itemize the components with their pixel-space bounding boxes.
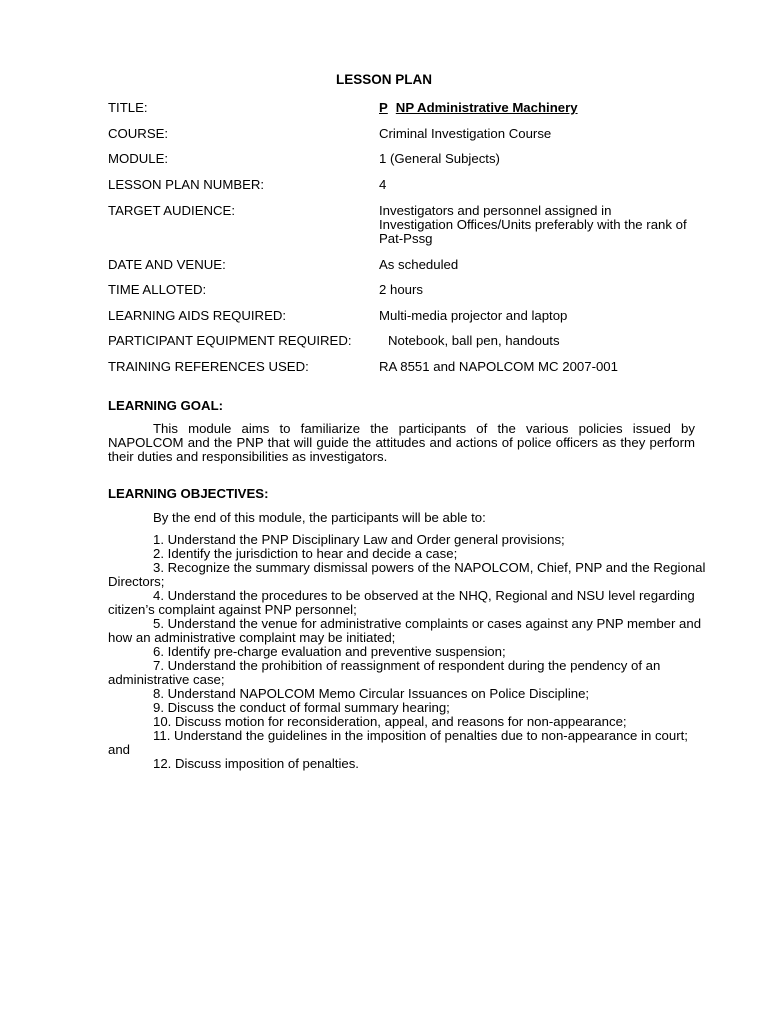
- list-item: [108, 533, 708, 547]
- field-value: [379, 101, 699, 115]
- learning-goal-body: This module aims to familiarize the participants of the various policies issued by NAPOLCOM and the PNP that will guide the attitudes and actions of police officers as they perform their duties and responsibilities as investigators.: [108, 421, 695, 464]
- list-item: [108, 715, 708, 729]
- field-value: RA 8551 and NAPOLCOM MC 2007-001: [379, 359, 618, 374]
- field-label: LEARNING AIDS REQUIRED:: [108, 308, 287, 323]
- field-label: TIME ALLOTED:: [108, 282, 207, 297]
- learning-objectives-heading: LEARNING OBJECTIVES:: [108, 486, 269, 501]
- field-label: TRAINING REFERENCES USED:: [108, 359, 309, 374]
- list-item: [108, 659, 708, 687]
- field-label: PARTICIPANT EQUIPMENT REQUIRED:: [108, 333, 352, 348]
- title-prefix: P: [379, 100, 388, 115]
- field-label: COURSE:: [108, 126, 169, 141]
- objective-text: 5. Understand the venue for administrative complaints or cases against any PNP member and how an administrative complaint may be initiated;: [108, 616, 702, 645]
- learning-objectives-intro: By the end of this module, the participants will be able to:: [153, 510, 486, 525]
- field-label: TARGET AUDIENCE:: [108, 203, 236, 218]
- field-label: MODULE:: [108, 151, 169, 166]
- page-title: LESSON PLAN: [335, 72, 432, 87]
- field-label: DATE AND VENUE:: [108, 257, 226, 272]
- list-item: [108, 701, 708, 715]
- list-item: [108, 547, 708, 561]
- list-item: [108, 645, 708, 659]
- list-item: [108, 729, 708, 757]
- field-value: Multi-media projector and laptop: [379, 308, 568, 323]
- objective-text: 8. Understand NAPOLCOM Memo Circular Issuances on Police Discipline;: [153, 686, 590, 701]
- field-value: Investigators and personnel assigned in Investigation Offices/Units preferably with the rank of Pat-Pssg: [379, 203, 687, 246]
- list-item: [108, 589, 708, 617]
- field-label: LESSON PLAN NUMBER:: [108, 177, 265, 192]
- list-item: [108, 757, 708, 771]
- field-value: Notebook, ball pen, handouts: [388, 333, 560, 348]
- objective-text: 3. Recognize the summary dismissal powers of the NAPOLCOM, Chief, PNP and the Regional Directors;: [108, 560, 706, 589]
- objective-text: 9. Discuss the conduct of formal summary hearing;: [153, 700, 450, 715]
- objective-text: 12. Discuss imposition of penalties.: [153, 756, 359, 771]
- objective-text: 1. Understand the PNP Disciplinary Law and Order general provisions;: [153, 532, 565, 547]
- field-value: As scheduled: [379, 257, 459, 272]
- field-value: 1 (General Subjects): [379, 151, 500, 166]
- learning-goal-heading: LEARNING GOAL:: [108, 398, 224, 413]
- objective-text: 10. Discuss motion for reconsideration, appeal, and reasons for non-appearance;: [153, 714, 627, 729]
- objective-text: 11. Understand the guidelines in the imposition of penalties due to non-appearance in court; and: [108, 728, 688, 757]
- objective-text: 7. Understand the prohibition of reassignment of respondent during the pendency of an administrative case;: [108, 658, 661, 687]
- field-value: Criminal Investigation Course: [379, 126, 552, 141]
- objective-text: 6. Identify pre-charge evaluation and preventive suspension;: [153, 644, 506, 659]
- list-item: [108, 687, 708, 701]
- learning-goal-text: [108, 422, 695, 464]
- objective-text: 2. Identify the jurisdiction to hear and decide a case;: [153, 546, 458, 561]
- field-label: TITLE:: [108, 100, 148, 115]
- list-item: [108, 617, 708, 645]
- objective-text: 4. Understand the procedures to be observed at the NHQ, Regional and NSU level regarding citizen’s complaint against PNP personnel;: [108, 588, 695, 617]
- objectives-list: [108, 533, 708, 771]
- list-item: [108, 561, 708, 589]
- field-value: 2 hours: [379, 282, 423, 297]
- title-text: NP Administrative Machinery: [395, 100, 578, 115]
- field-value: 4: [379, 177, 387, 192]
